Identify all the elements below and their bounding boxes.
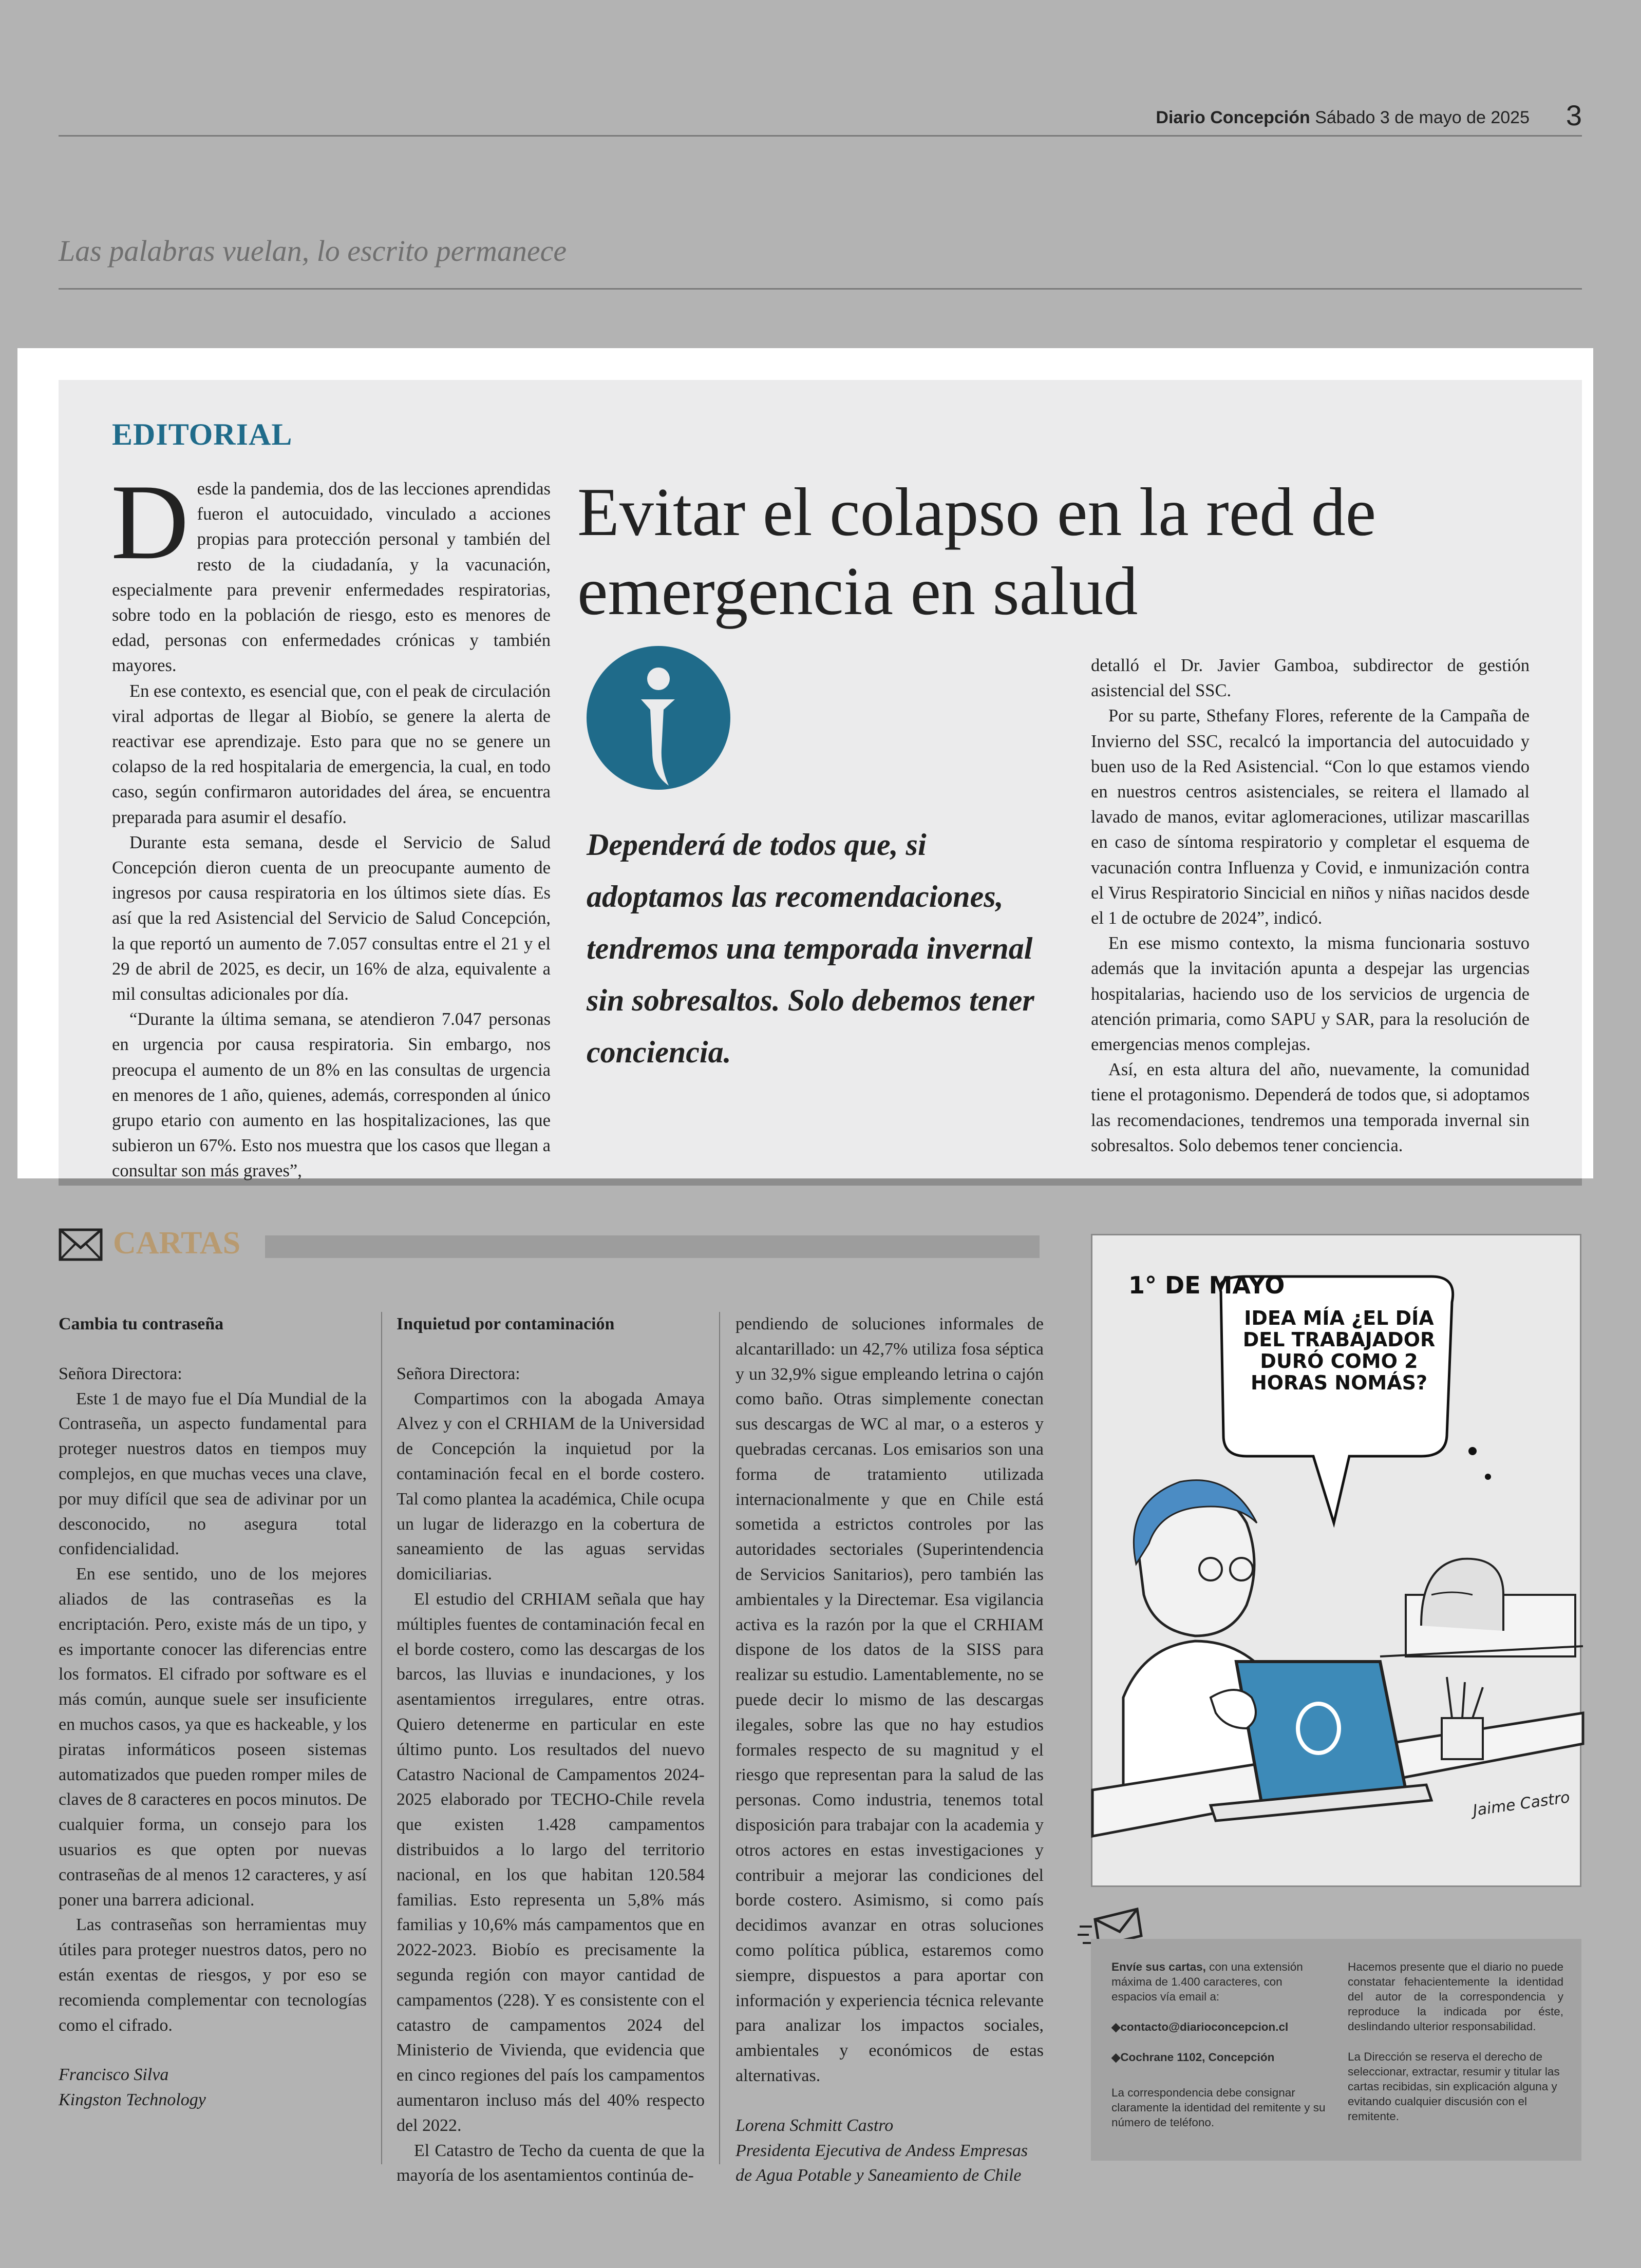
send-text: con una extensión máxima de 1.400 caracteres, con espacios vía email a: — [1111, 1960, 1303, 2003]
editorial-paragraph: Por su parte, Sthefany Flores, referente de la Campaña de Invierno del SSC, recalcó la importancia del autocuidado y buen uso de la Red Asistencial. “Con lo que estamos viendo en nuestros centros asistenciales, se reitera el llamado al lavado de manos, evitar aglomeraciones, utilizar mascarillas en caso de síntoma respiratorio y completar el esquema de vacunación contra Influenza y Covid, e inmunización contra el Virus Respiratorio Sincicial en niños y niñas nacidos desde el 1 de octubre de 2024”, indicó. — [1091, 706, 1530, 928]
letters-info-box — [1091, 1939, 1581, 2161]
letter-salutation: Señora Directora: — [397, 1364, 520, 1383]
editorial-first-paragraph — [111, 463, 551, 679]
column-divider — [719, 1312, 720, 2164]
header-date-line — [1156, 108, 1530, 128]
section-motto: Las palabras vuelan, lo escrito permanece — [59, 234, 567, 268]
letter-paragraph: Las contraseñas son herramientas muy útiles para proteger nuestros datos, pero no están exentas de riesgos, y por eso se recomienda complementar con tecnologías como el cifrado. — [59, 1915, 367, 2035]
disclaimer-1: Hacemos presente que el diario no puede constatar fehacientemente la identidad del autor de la correspondencia y reproduce la indicada por éste, deslindando ulterior responsabilidad. — [1348, 1960, 1563, 2033]
first-paragraph-text: esde la pandemia, dos de las lecciones aprendidas fueron el autocuidado, vinculado a acciones propias para protección personal y también del resto de la ciudadanía, y la vacunación, especialmente para prevenir enfermedades respiratorias, sobre todo en la población de riesgo, esto es menores de edad, personas con enfermedades crónicas y también mayores. — [112, 479, 551, 676]
editorial-paragraph: detalló el Dr. Javier Gamboa, subdirector de gestión asistencial del SSC. — [1091, 656, 1530, 701]
identity-note: La correspondencia debe consignar claramente la identidad del remitente y su número de teléfono. — [1111, 2086, 1326, 2129]
contact-address: ◆ Cochrane 1102, Concepción — [1111, 2050, 1327, 2065]
letter-salutation: Señora Directora: — [59, 1364, 182, 1383]
editorial-title: Evitar el colapso en la red de emergencia en salud — [577, 474, 1376, 629]
letter-column-2 — [397, 1312, 705, 2185]
pull-quote: Dependerá de todos que, si adoptamos las recomendaciones, tendremos una temporada invernal sin sobresaltos. Solo debemos tener conciencia. — [587, 828, 1034, 1069]
editorial-paragraph: En ese mismo contexto, la misma funcionaria sostuvo además que la invitación apunta a despejar las urgencias hospitalarias, haciendo uso de los servicios de urgencia de atención primaria, como SAPU y SAR, para la resolución de emergencias menos complejas. — [1091, 933, 1530, 1055]
drop-cap: D — [111, 463, 189, 582]
column-divider — [381, 1312, 382, 2164]
speech-bubble-text: IDEA MÍA ¿EL DÍA DEL TRABAJADOR DURÓ COMO 2 HORAS NOMÁS? — [1242, 1307, 1436, 1394]
signature-name: Lorena Schmitt Castro — [735, 2115, 894, 2135]
letter-paragraph: En ese sentido, uno de los mejores aliados de las contraseñas es la encriptación. Pero, existe más de un tipo, y es importante conocer las diferencias entre los formatos. El cifrado por software es el más común, aunque suele ser insuficiente en muchos casos, ya que es hackeable, y los piratas informáticos poseen sistemas automatizados que pueden romper miles de claves de 8 caracteres en pocos minutos. De cualquier forma, un consejo para los usuarios es que opten por nuevas contraseñas de al menos 12 caracteres, y así poner una barrera adicional. — [59, 1565, 367, 1910]
cartoonist-signature: Jaime Castro — [1472, 1788, 1571, 1820]
page-number: 3 — [1565, 99, 1582, 131]
contact-email[interactable]: ◆ contacto@diarioconcepcion.cl — [1111, 2019, 1327, 2034]
editorial-label: EDITORIAL — [112, 417, 293, 451]
letter-paragraph: Este 1 de mayo fue el Día Mundial de la Contraseña, un aspecto fundamental para proteger nuestros datos en tiempos muy complejos, en que muchas veces una clave, por muy difícil que sea de adivinar por un desconocido, no asegura total confidencialidad. — [59, 1389, 367, 1559]
cartas-header — [59, 1228, 1041, 1264]
page-header — [59, 101, 1582, 137]
submission-intro — [1111, 1959, 1327, 2004]
letter-signature — [735, 2113, 1044, 2188]
info-disclaimer — [1348, 1959, 1563, 2124]
paper-name: Diario Concepción — [1156, 108, 1310, 127]
signature-org: Presidenta Ejecutiva de Andess Empresas de Agua Potable y Saneamiento de Chile — [735, 2141, 1028, 2185]
letter-paragraph: El estudio del CRHIAM señala que hay múltiples fuentes de contaminación fecal en el borde costero, como las descargas de los barcos, las lluvias e inundaciones, y los asentamientos irregulares, entre otras. Quiero detenerme en particular en este último punto. Los resultados del nuevo Catastro Nacional de Campamentos 2024-2025 elaborado por TECHO-Chile revela que existen 1.428 campamentos distribuidos a lo largo del territorio nacional, en los que habitan 120.584 familias. Esto representa un 5,8% más familias y 10,6% más campamentos que en 2022-2023. Biobío es precisamente la segunda región con mayor cantidad de campamentos (228). Y es consistente con el catastro de campamentos 2024 del Ministerio de Vivienda, que evidencia que en cinco regiones del país los campamentos aumentaron incluso más del 40% respecto del 2022. — [397, 1589, 705, 2135]
letter-title: Inquietud por contaminación — [397, 1314, 615, 1333]
envelope-icon — [59, 1228, 103, 1261]
cartas-bar — [265, 1235, 1040, 1258]
editorial-paragraph: “Durante la última semana, se atendieron 7.047 personas en urgencia por causa respiratoria. Sin embargo, nos preocupa el aumento de un 8% en las consultas de urgencia en menores de 1 año, quienes, además, corresponden al único grupo etario con aumento en las hospitalizaciones, las que subieron un 67%. Esto nos muestra que los casos que llegan a consultar son más graves”, — [112, 1009, 551, 1181]
issue-date: Sábado 3 de mayo de 2025 — [1315, 108, 1530, 127]
disclaimer-2: La Dirección se reserva el derecho de seleccionar, extractar, resumir y titular las cartas recibidas, sin explicación alguna y evitando cualquier discusión con el remitente. — [1348, 2050, 1560, 2123]
editorial-paragraph: En ese contexto, es esencial que, con el peak de circulación viral adportas de llegar al Biobío, se genere la alerta de reactivar ese aprendizaje. Esto para que no se genere un colapso de la red hospitalaria de emergencia, la cual, en todo caso, según confirmaron autoridades del área, se encuentra preparada para asumir el desafío. — [112, 681, 551, 827]
send-label: Envíe sus cartas, — [1111, 1960, 1206, 1973]
editorial-column-3 — [1091, 653, 1530, 1156]
cartas-label: CARTAS — [113, 1226, 241, 1261]
editorial-paragraph: Durante esta semana, desde el Servicio de Salud Concepción dieron cuenta de un preocupante aumento de ingresos por causa respiratoria en los últimos siete días. Es así que la red Asistencial del Servicio de Salud Concepción, la que reportó un aumento de 7.057 consultas entre el 21 y el 29 de abril de 2025, es decir, un 16% de alza, equivalente a mil consultas adicionales por día. — [112, 832, 551, 1004]
cartoon-date-label: 1° DE MAYO — [1128, 1271, 1285, 1299]
editorial-column-1 — [111, 463, 551, 1181]
letter-column-1 — [59, 1312, 367, 2164]
info-submission — [1111, 1959, 1327, 2130]
letter-paragraph: El Catastro de Techo da cuenta de que la mayoría de los asentamientos continúa de- — [397, 2141, 705, 2185]
cartoon — [1091, 1234, 1581, 1887]
signature-org: Kingston Technology — [59, 2090, 206, 2110]
divider — [59, 288, 1582, 290]
signature-name: Francisco Silva — [59, 2065, 169, 2085]
letter-paragraph: pendiendo de soluciones informales de alcantarillado: un 42,7% utiliza fosa séptica y un 32,9% sigue empleando letrina o cajón como baño. Otras simplemente conectan sus descargas de WC al mar, o a esteros y quebradas cercanas. Los emisarios son una forma de tratamiento utilizada internacionalmente y que en Chile está sometida a estrictos controles por las autoridades sectoriales (Superintendencia de Servicios Sanitarios), pero también las ambientales y la Directemar. Esa vigilancia activa es la razón por la que el CRHIAM dispone de los datos de la SISS para realizar su estudio. Lamentablemente, no se puede decir lo mismo de las descargas ilegales, sobre las que no hay estudios formales respecto de su magnitud y el riesgo que representan para la salud de las personas. Como industria, tenemos total disposición para trabajar con la academia y otros actores en estas investigaciones y contribuir a mejorar las condiciones del borde costero. Asimismo, si como país decidimos avanzar en otras soluciones como política pública, estaremos como siempre, dispuestos a para aportar con información y experiencia técnica relevante para analizar los impactos sociales, ambientales y económicos de estas alternativas. — [735, 1314, 1044, 2085]
letter-paragraph: Compartimos con la abogada Amaya Alvez y con el CRHIAM de la Universidad de Concepción la inquietud por la contaminación fecal en el borde costero. Tal como plantea la académica, Chile ocupa un lugar de liderazgo en la cobertura de saneamiento de las aguas servidas domiciliarias. — [397, 1389, 705, 1584]
info-icon — [587, 646, 730, 790]
editorial-paragraph: Así, en esta altura del año, nuevamente, la comunidad tiene el protagonismo. Dependerá de todos que, si adoptamos las recomendaciones, tendremos una temporada invernal sin sobresaltos. Solo debemos tener conciencia. — [1091, 1060, 1530, 1155]
letter-signature — [59, 2063, 367, 2113]
letter-title: Cambia tu contraseña — [59, 1314, 224, 1333]
letter-column-3 — [735, 1312, 1044, 2185]
